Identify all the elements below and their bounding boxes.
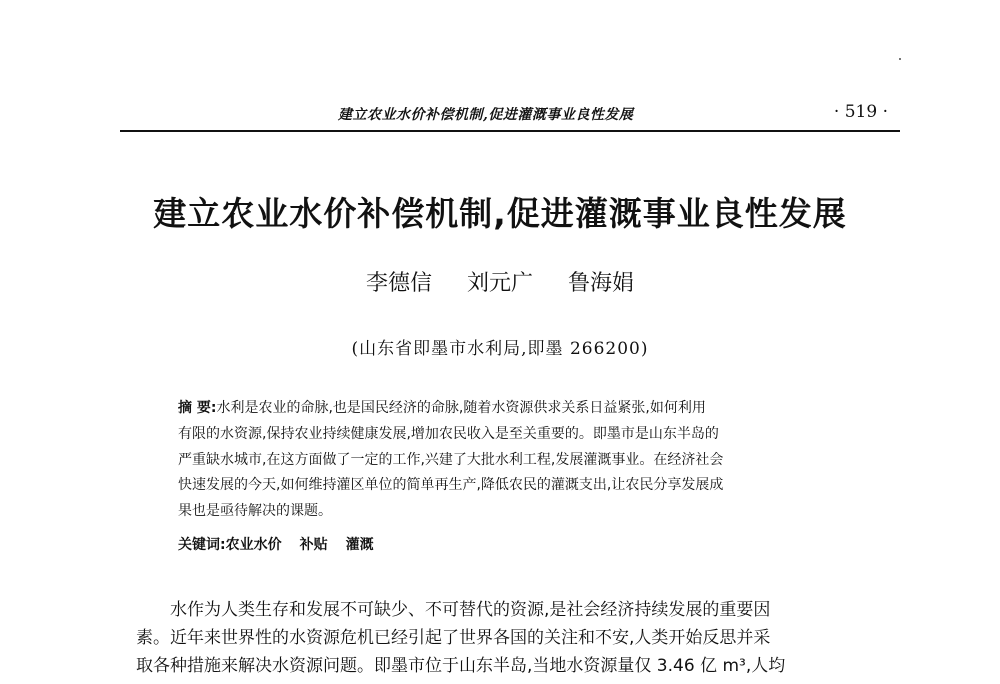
keywords (178, 534, 392, 554)
running-header (120, 104, 900, 128)
keywords-label: 关键词: (178, 537, 226, 553)
scan-artifact (899, 58, 901, 60)
keyword: 灌溉 (345, 537, 374, 553)
author-name: 鲁海娟 (568, 271, 635, 296)
abstract-text: 水利是农业的命脉,也是国民经济的命脉,随着水资源供求关系日益紧张,如何利用 (216, 400, 706, 416)
body-line: 取各种措施来解决水资源问题。即墨市位于山东半岛,当地水资源量仅 3.46 亿 m³,人均 (136, 656, 786, 676)
keyword: 补贴 (299, 537, 328, 553)
body-line: 素。近年来世界性的水资源危机已经引起了世界各国的关注和不安,人类开始反思并采 (136, 628, 771, 648)
author-list (0, 266, 1000, 297)
abstract-line: 严重缺水城市,在这方面做了一定的工作,兴建了大批水利工程,发展灌溉事业。在经济社会 (178, 451, 724, 468)
body-line: 水作为人类生存和发展不可缺少、不可替代的资源,是社会经济持续发展的重要因 (170, 600, 771, 620)
keyword: 农业水价 (225, 537, 282, 553)
abstract-line (178, 396, 868, 422)
abstract (178, 396, 868, 525)
page-number: · 519 · (833, 102, 888, 122)
abstract-line: 快速发展的今天,如何维持灌区单位的简单再生产,降低农民的灌溉支出,让农民分享发展成 (178, 477, 724, 494)
abstract-line: 果也是亟待解决的课题。 (178, 503, 332, 520)
author-name: 刘元广 (466, 271, 533, 296)
author-name: 李德信 (365, 271, 432, 296)
running-title: 建立农业水价补偿机制,促进灌溉事业良性发展 (338, 107, 634, 123)
abstract-label: 摘 要: (178, 400, 217, 416)
header-rule (120, 130, 900, 132)
article-title: 建立农业水价补偿机制,促进灌溉事业良性发展 (153, 194, 847, 233)
abstract-line: 有限的水资源,保持农业持续健康发展,增加农民收入是至关重要的。即墨市是山东半岛的 (178, 425, 719, 442)
body-text (136, 596, 906, 680)
affiliation: (山东省即墨市水利局,即墨 266200) (351, 339, 649, 359)
